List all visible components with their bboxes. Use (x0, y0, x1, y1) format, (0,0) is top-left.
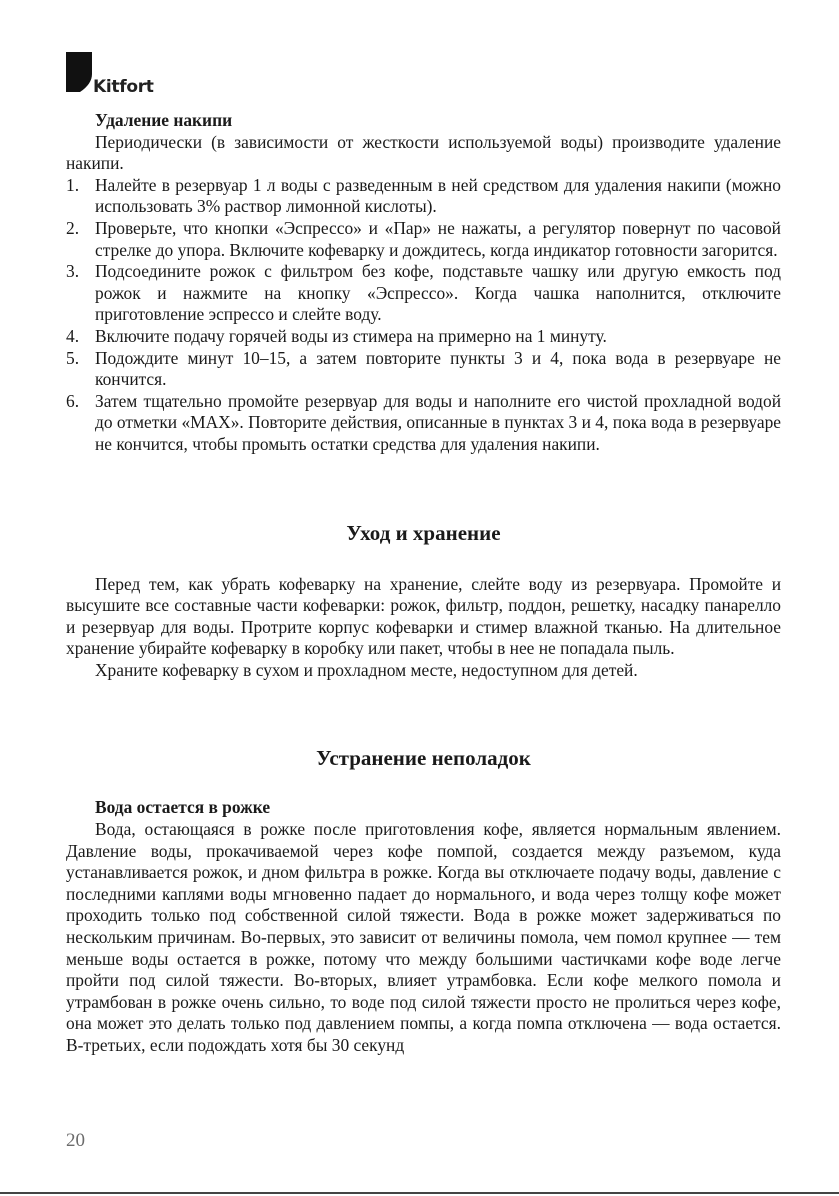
descaling-intro: Периодически (в зависимости от жесткости используемой воды) производите удаление накипи. (66, 131, 781, 174)
list-item (66, 261, 781, 326)
descaling-steps (66, 175, 781, 456)
page-divider (0, 1192, 839, 1194)
kitfort-logo-icon (66, 52, 92, 92)
step-number: 3. (66, 261, 80, 282)
descaling-heading: Удаление накипи (95, 110, 233, 130)
troubleshooting-heading: Устранение неполадок (316, 746, 531, 771)
page-number: 20 (66, 1130, 85, 1151)
step-number: 2. (66, 217, 80, 238)
step-text: Налейте в резервуар 1 л воды с разведенным в ней средством для удаления накипи (можно использовать 3% раствор лимонной кислоты). (95, 174, 781, 217)
list-item (66, 326, 781, 348)
step-number: 4. (66, 325, 80, 346)
page-content (66, 110, 781, 1057)
brand-logo (66, 52, 166, 102)
troubleshooting-paragraph: Вода, остающаяся в рожке после приготовления кофе, является нормальным явлением. Давление воды, прокачиваемой через кофе помпой, создается между разъемом, куда устанавливается рожок, и дном фильтра в рожке. Когда вы отключаете подачу воды, давление с последними каплями воды мгновенно падает до нормального, и вода через толщу кофе может проходить только под собственной силой тяжести. Вода в рожке может задерживаться по нескольким причинам. Во-первых, это зависит от величины помола, чем помол крупнее — тем меньше воды остается в рожке, потому что между большими частичками кофе воде легче пройти под силой тяжести. Во-вторых, влияет утрамбовка. Если кофе мелкого помола и утрамбован в рожке очень сильно, то воде под силой тяжести просто не пролиться через кофе, она может это делать только под давлением помпы, а когда помпа отключена — вода остается. В-третьих, если подождать хотя бы 30 секунд (66, 819, 781, 1055)
list-item (66, 391, 781, 456)
troubleshooting-subheading: Вода остается в рожке (95, 797, 271, 818)
step-text: Затем тщательно промойте резервуар для воды и наполните его чистой прохладной водой до отметки «MAX». Повторите действия, описанные в пунктах 3 и 4, пока вода в резервуаре не кончится, чтобы промыть остатки средства для удаления накипи. (95, 390, 781, 454)
list-item (66, 218, 781, 261)
care-paragraph: Храните кофеварку в сухом и прохладном месте, недоступном для детей. (95, 659, 638, 680)
care-heading: Уход и хранение (346, 520, 501, 545)
step-text: Включите подачу горячей воды из стимера на примерно на 1 минуту. (95, 325, 607, 346)
step-number: 6. (66, 390, 80, 411)
list-item (66, 348, 781, 391)
care-paragraph: Перед тем, как убрать кофеварку на хранение, слейте воду из резервуара. Промойте и высушите все составные части кофеварки: рожок, фильтр, поддон, решетку, насадку панарелло и резервуар для воды. Протрите корпус кофеварки и стимер влажной тканью. На длительное хранение убирайте кофеварку в коробку или пакет, чтобы в нее не попадала пыль. (66, 573, 781, 659)
step-text: Проверьте, что кнопки «Эспрессо» и «Пар» не нажаты, а регулятор повернут по часовой стрелке до упора. Включите кофеварку и дождитесь, когда индикатор готовности загорится. (95, 217, 781, 260)
brand-name: Kitfort (93, 77, 154, 97)
step-number: 5. (66, 347, 80, 368)
list-item (66, 175, 781, 218)
step-number: 1. (66, 174, 80, 195)
step-text: Подождите минут 10–15, а затем повторите пункты 3 и 4, пока вода в резервуаре не кончится. (95, 347, 781, 390)
step-text: Подсоедините рожок с фильтром без кофе, подставьте чашку или другую емкость под рожок и нажмите на кнопку «Эспрессо». Когда чашка наполнится, отключите приготовление эспрессо и слейте воду. (95, 261, 781, 325)
